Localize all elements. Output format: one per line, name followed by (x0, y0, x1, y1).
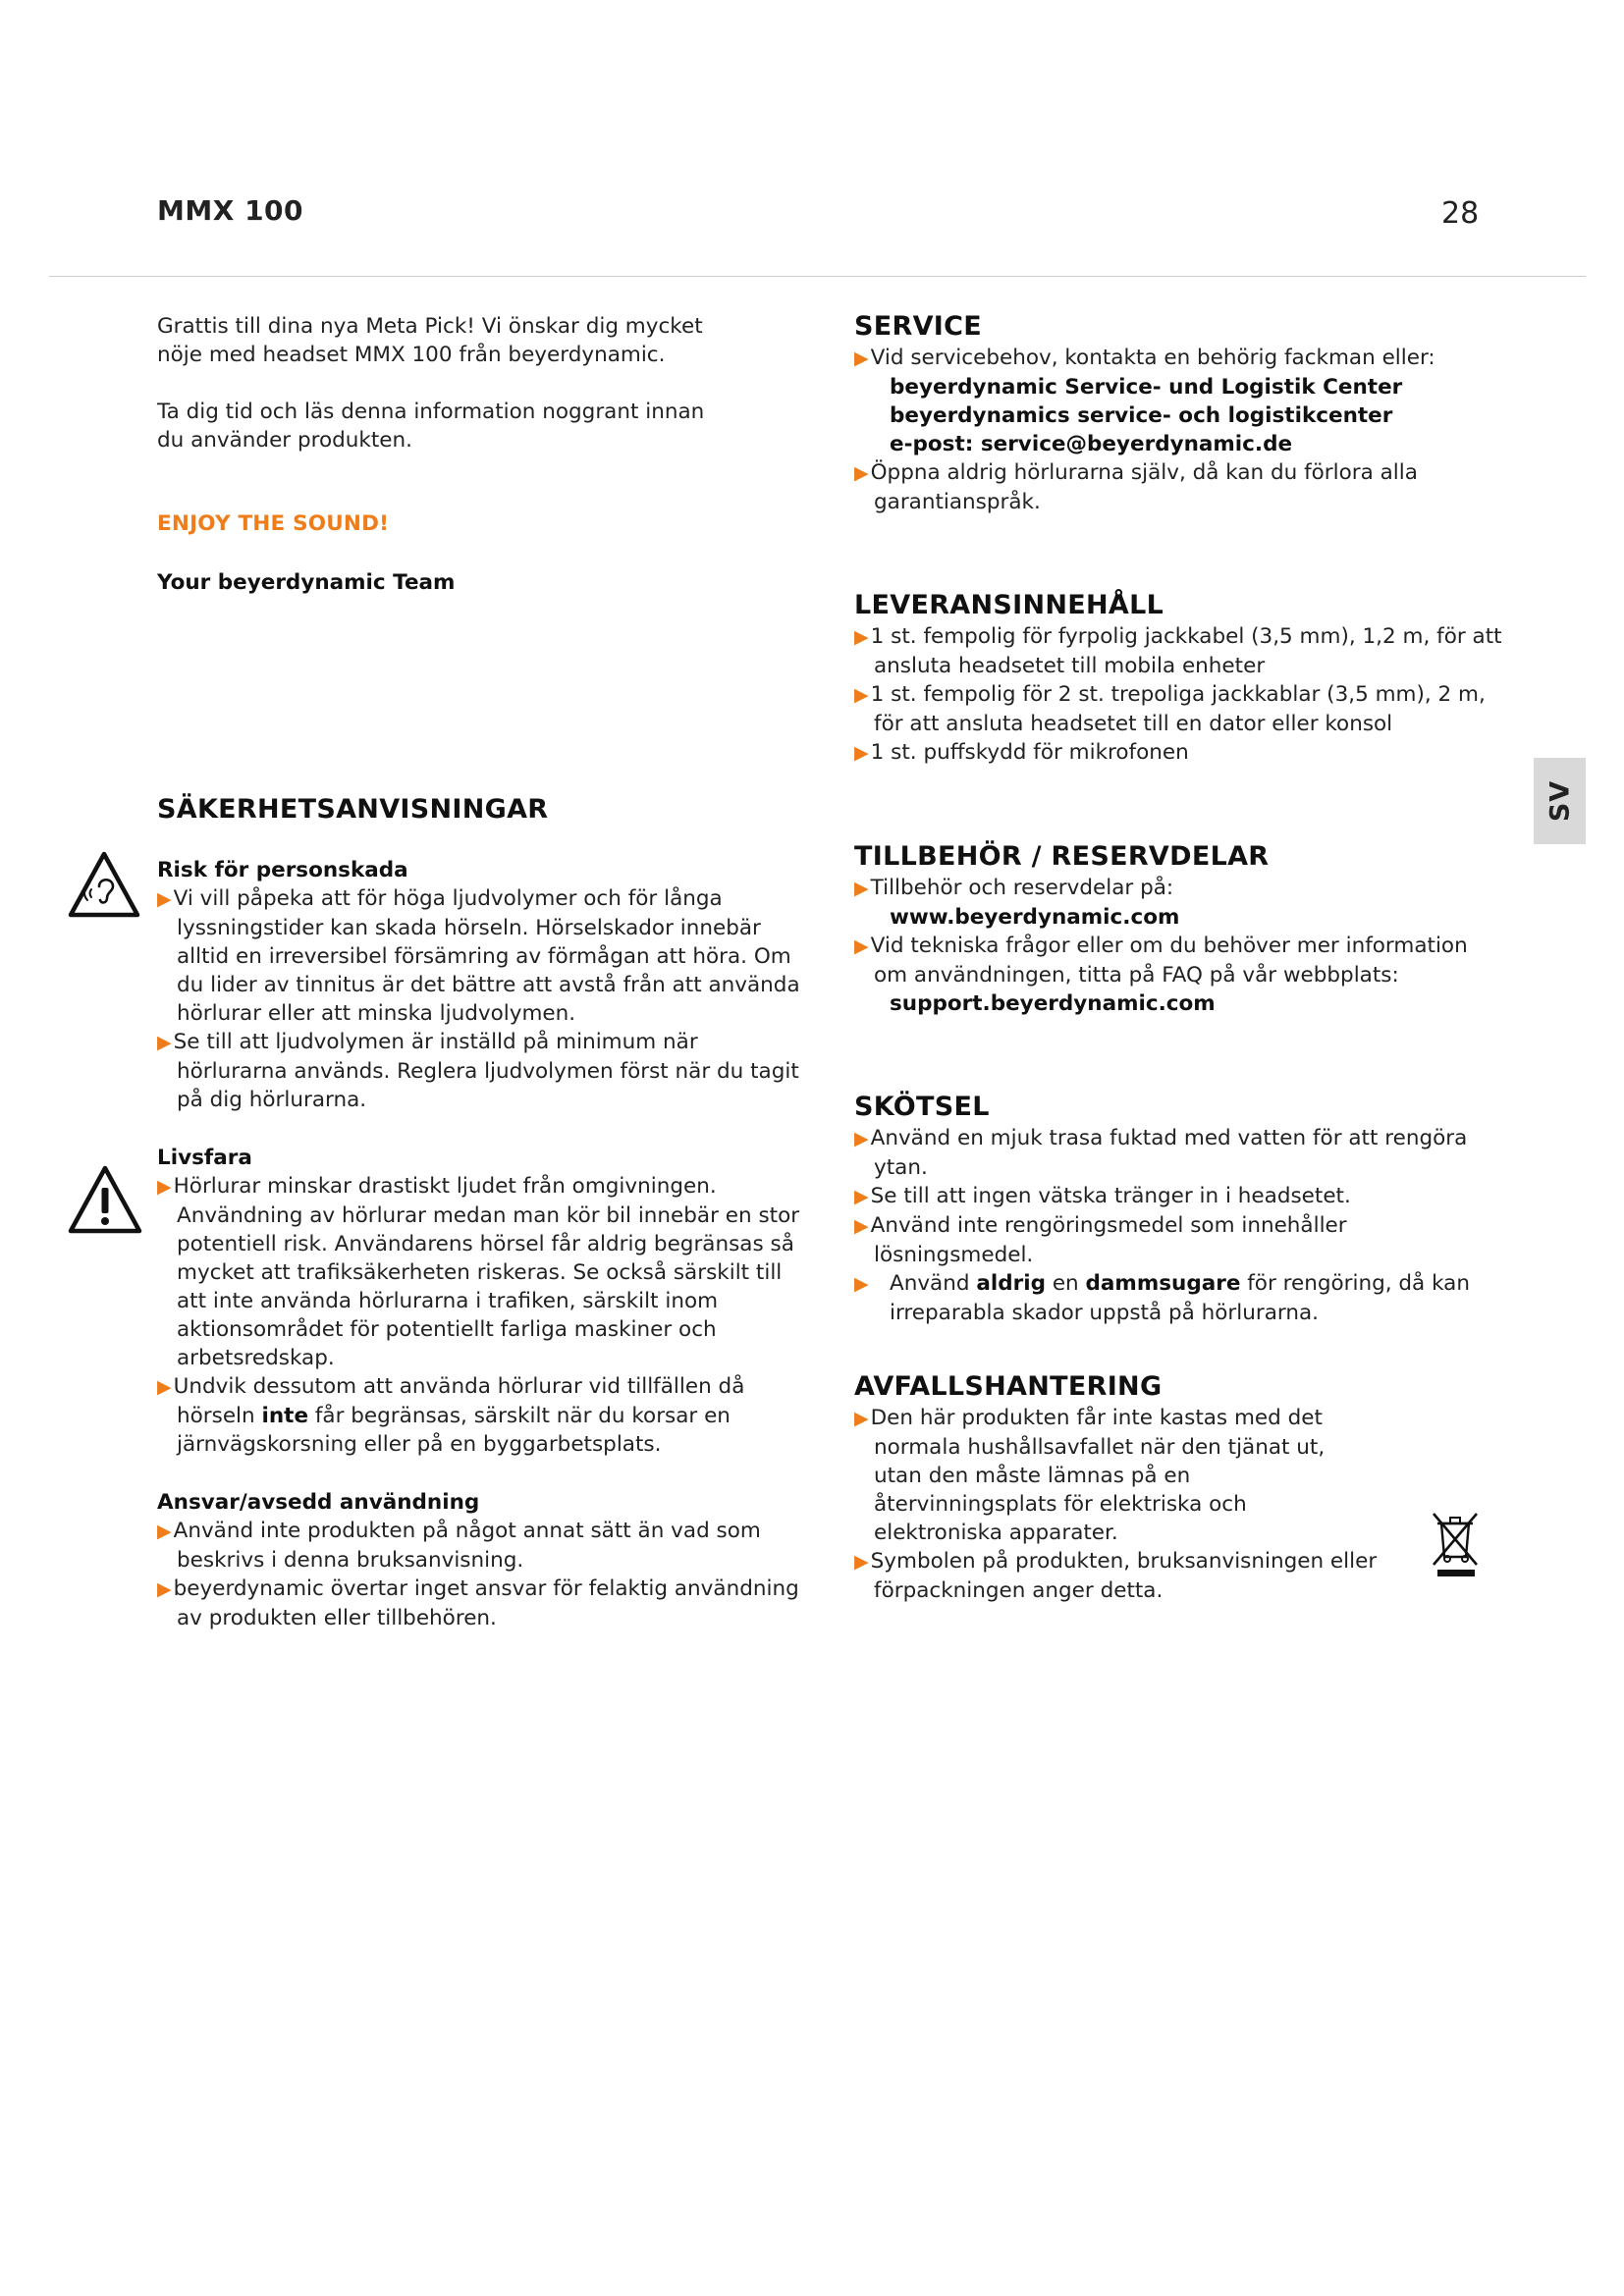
enjoy-tagline: ENJOY THE SOUND! (157, 511, 390, 536)
list-item: ▶ Vi vill påpeka att för höga ljudvolymer och för långa lyssningstider kan skada hörseln. Hörselskador innebär alltid en irreversibel försämring av förmågan att höra. Om du lider av tinnitus är det bättre att avstå från att använda hörlurar eller att minska ljudvolymen. (157, 884, 805, 1028)
injury-title: Risk för personskada (157, 858, 408, 882)
hearing-warning-icon (67, 850, 141, 919)
list-item: ▶ beyerdynamic övertar inget ansvar för felaktig användning av produkten eller tillbehören. (157, 1575, 805, 1632)
list-item: ▶ Den här produkten får inte kastas med det normala hushållsavfallet när den tjänat ut, utan den måste lämnas på en återvinningsplats för elektriska och elektroniska apparater. (854, 1404, 1345, 1547)
list-item: ▶ Använd aldrig en dammsugare för rengöring, då kan irreparabla skador uppstå på hörlurarna. (854, 1269, 1502, 1327)
list-item: ▶ Tillbehör och reservdelar på: (854, 874, 1502, 903)
accessories-heading: TILLBEHÖR / RESERVDELAR (854, 841, 1270, 872)
list-item: ▶ Hörlurar minskar drastiskt ljudet från omgivningen. Användning av hörlurar medan man kör bil innebär en stor potentiell risk. Användarens hörsel får aldrig begränsas så mycket att trafiksäkerheten riskeras. Se också särskilt till att inte använda hörlurarna i trafiken, särskilt inom aktionsområdet för potentiellt farliga maskiner och arbetsredskap. (157, 1172, 805, 1372)
team-signature: Your beyerdynamic Team (157, 570, 456, 595)
right-column (854, 310, 1502, 1605)
danger-warning-icon (67, 1164, 143, 1235)
list-item: ▶ 1 st. fempolig för fyrpolig jackkabel (3,5 mm), 1,2 m, för att ansluta headsetet till mobila enheter (854, 622, 1502, 680)
list-item: ▶ Öppna aldrig hörlurarna själv, då kan du förlora alla garantianspråk. (854, 458, 1502, 516)
left-column (157, 312, 805, 1632)
care-heading: SKÖTSEL (854, 1092, 990, 1122)
liability-title: Ansvar/avsedd användning (157, 1490, 480, 1515)
list-item: ▶ Använd inte produkten på något annat sätt än vad som beskrivs i denna bruksanvisning. (157, 1517, 805, 1575)
header-divider (49, 276, 1586, 277)
list-item: ▶ Använd en mjuk trasa fuktad med vatten för att rengöra ytan. (854, 1124, 1502, 1182)
list-item: ▶ Använd inte rengöringsmedel som innehåller lösningsmedel. (854, 1211, 1502, 1269)
intro-paragraph: Grattis till dina nya Meta Pick! Vi önskar dig mycket nöje med headset MMX 100 från beyerdynamic. (157, 314, 703, 367)
language-code: SV (1544, 779, 1575, 823)
danger-title: Livsfara (157, 1146, 252, 1170)
service-contact: beyerdynamic Service- und Logistik Center (890, 375, 1403, 400)
support-link[interactable]: support.beyerdynamic.com (890, 991, 1216, 1016)
list-item: ▶ Vid servicebehov, kontakta en behörig fackman eller: (854, 344, 1502, 373)
service-heading: SERVICE (854, 311, 982, 342)
delivery-heading: LEVERANSINNEHÅLL (854, 590, 1164, 620)
service-contact: beyerdynamics service- och logistikcenter (890, 403, 1393, 428)
website-link[interactable]: www.beyerdynamic.com (890, 905, 1180, 930)
language-tab (1534, 758, 1586, 844)
document-title: MMX 100 (157, 194, 304, 227)
service-email: e-post: service@beyerdynamic.de (890, 432, 1293, 456)
list-item: ▶ Se till att ingen vätska tränger in i headsetet. (854, 1182, 1502, 1211)
list-item: ▶ Se till att ljudvolymen är inställd på minimum när hörlurarna används. Reglera ljudvolymen först när du tagit på dig hörlurarna. (157, 1028, 805, 1114)
intro-paragraph: Ta dig tid och läs denna information noggrant innan du använder produkten. (157, 400, 705, 453)
list-item: ▶ Symbolen på produkten, bruksanvisningen eller förpackningen anger detta. (854, 1547, 1384, 1605)
list-item: ▶ Vid tekniska frågor eller om du behöver mer information om användningen, titta på FAQ på vår webbplats: (854, 932, 1502, 989)
page-number: 28 (1441, 196, 1480, 231)
safety-heading: SÄKERHETSANVISNINGAR (157, 794, 549, 825)
disposal-heading: AVFALLSHANTERING (854, 1371, 1163, 1402)
list-item: ▶ Undvik dessutom att använda hörlurar vid tillfällen då hörseln inte får begränsas, särskilt när du korsar en järnvägskorsning eller på en byggarbetsplats. (157, 1372, 805, 1459)
list-item: ▶ 1 st. puffskydd för mikrofonen (854, 738, 1502, 768)
list-item: ▶ 1 st. fempolig för 2 st. trepoliga jackkablar (3,5 mm), 2 m, för att ansluta headsetet till en dator eller konsol (854, 680, 1502, 738)
